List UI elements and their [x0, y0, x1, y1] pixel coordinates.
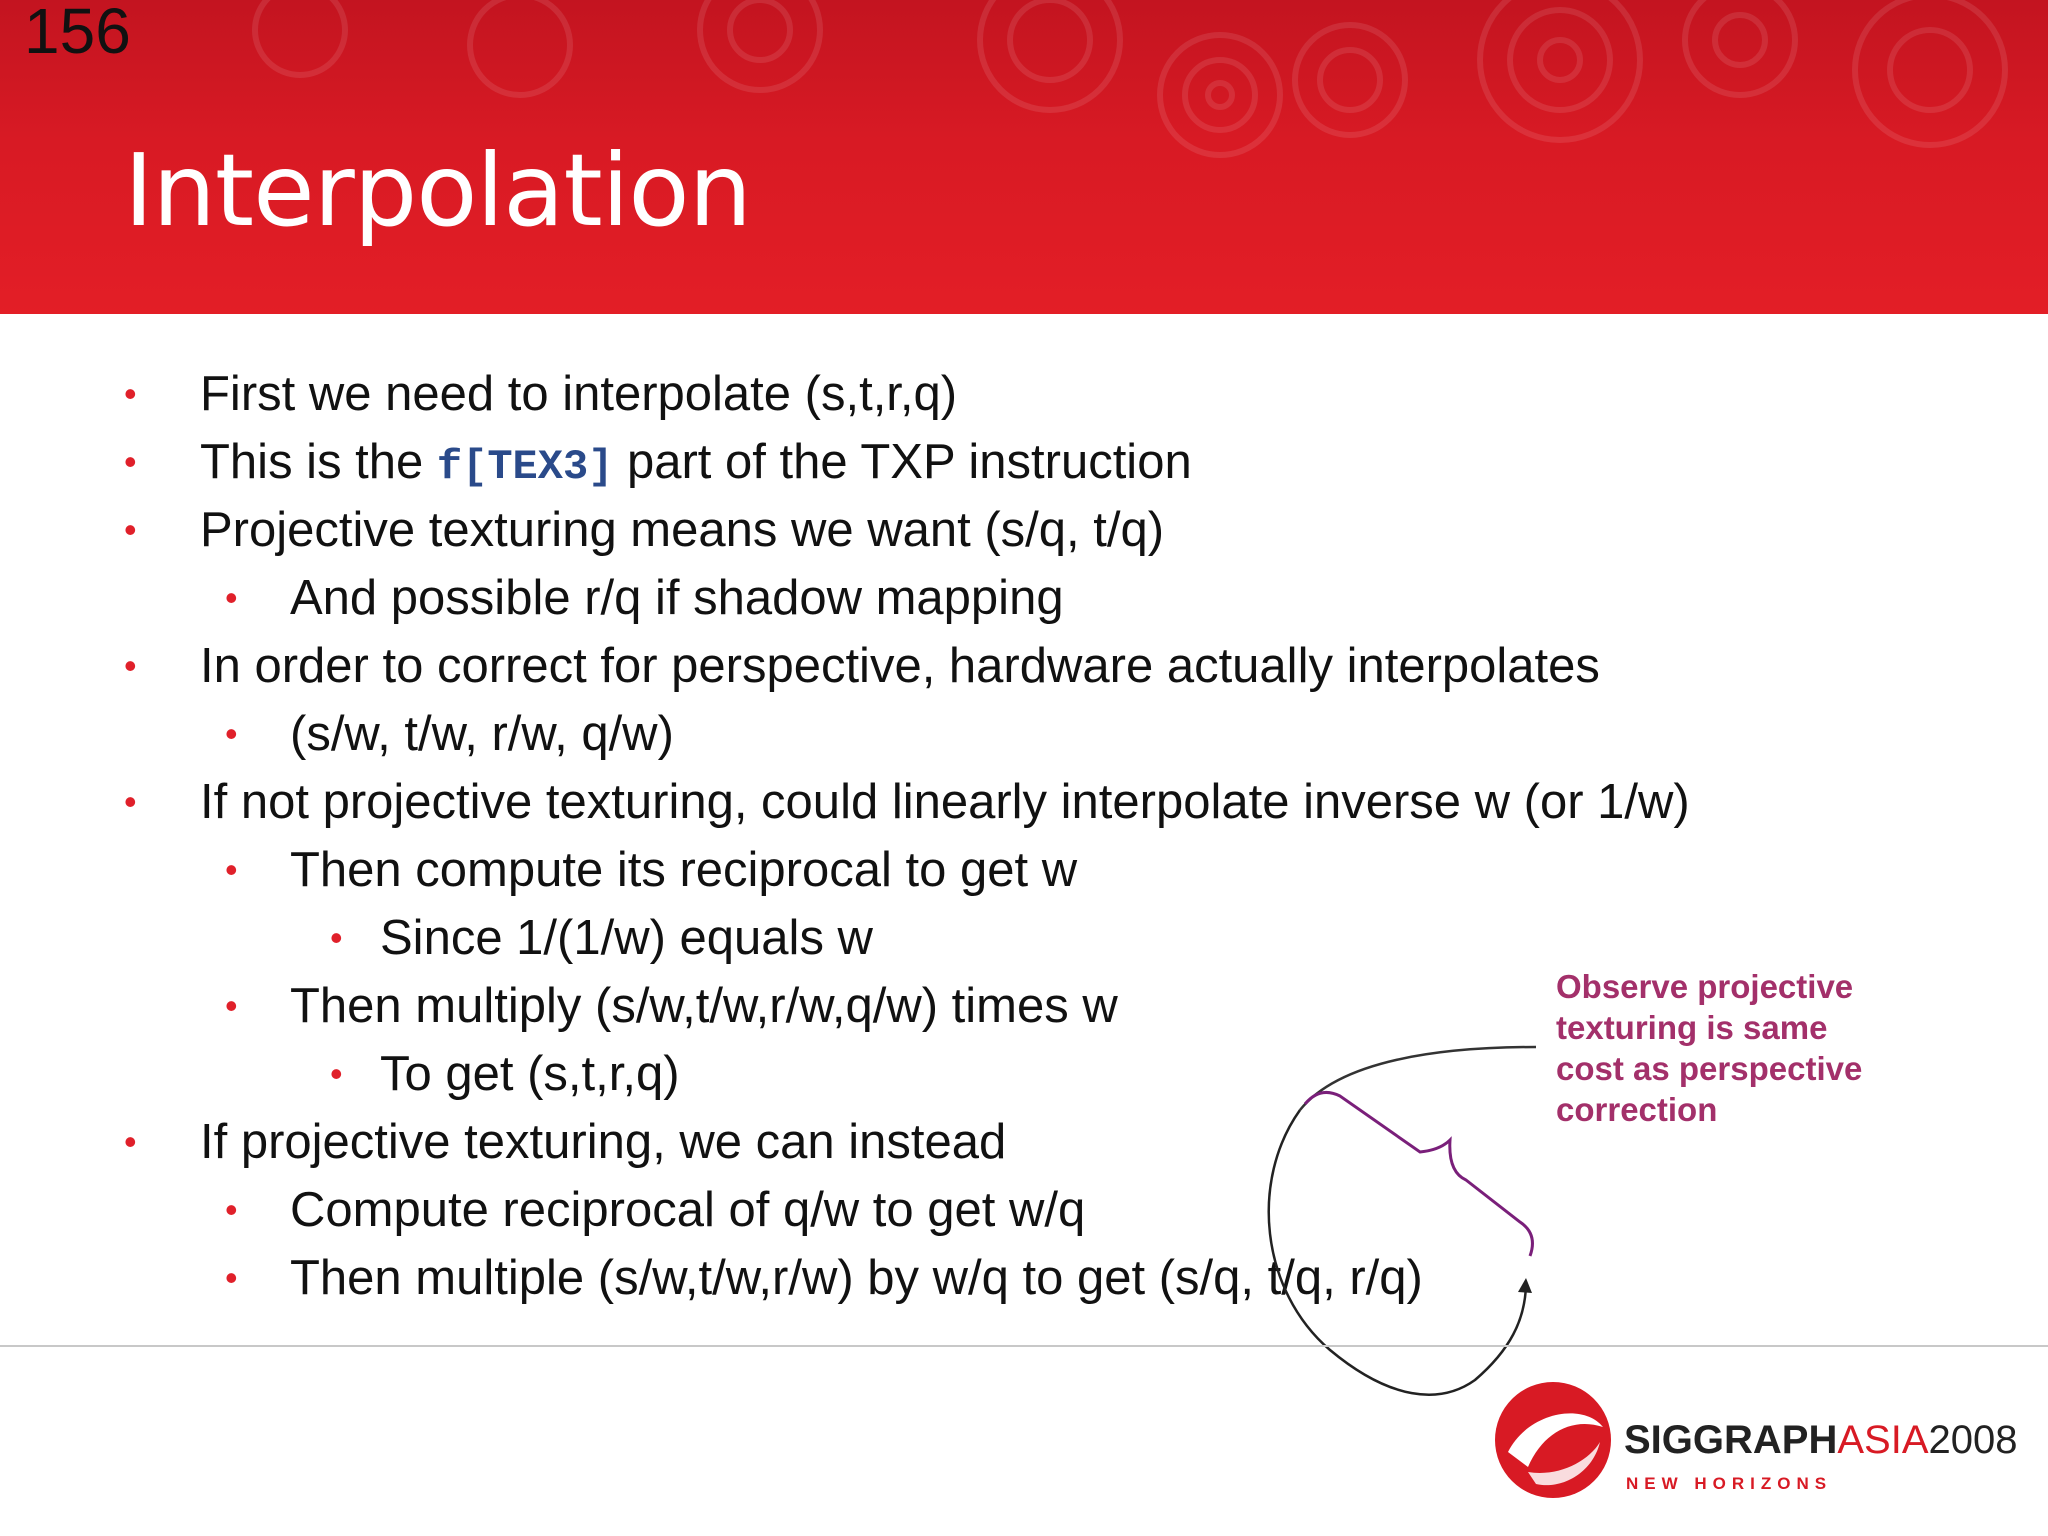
curly-brace	[1305, 1092, 1532, 1256]
callout-loop	[1269, 1110, 1526, 1395]
bullet-marker: •	[225, 1189, 238, 1230]
bullet-marker: •	[225, 985, 238, 1026]
bullet-marker: •	[225, 577, 238, 618]
bullet-text: And possible r/q if shadow mapping	[290, 571, 1064, 625]
arrow-head-icon	[1518, 1278, 1532, 1293]
bullet-marker: •	[225, 713, 238, 754]
siggraph-logo	[1488, 1372, 2018, 1522]
bullet-marker: •	[124, 645, 137, 686]
bullet-text: First we need to interpolate (s,t,r,q)	[200, 367, 958, 421]
logo-asia: ASIA	[1837, 1418, 1929, 1462]
bullet-text: Then multiple (s/w,t/w,r/w) by w/q to get (s/q, t/q, r/q)	[290, 1251, 1423, 1305]
logo-siggraph: SIGGRAPH	[1624, 1418, 1838, 1462]
code-snippet: f[TEX3]	[436, 443, 614, 491]
bullet-marker: •	[225, 1257, 238, 1298]
siggraph-swirl-icon	[1488, 1372, 1618, 1502]
annotation-note: Observe projective texturing is same cost as perspective correction	[1556, 968, 1863, 1128]
callout-leader-line	[1300, 1047, 1536, 1110]
bullet-marker: •	[124, 373, 137, 414]
bullet-text: Then compute its reciprocal to get w	[290, 843, 1078, 897]
logo-year: 2008	[1928, 1418, 2018, 1462]
slide-number: 156	[24, 0, 131, 67]
footer-divider	[0, 1345, 2048, 1347]
bullet-marker: •	[330, 917, 343, 958]
bullet-text: This is the	[200, 435, 437, 489]
bullet-marker: •	[124, 1121, 137, 1162]
bullet-text: To get (s,t,r,q)	[380, 1047, 680, 1101]
bullet-text: Since 1/(1/w) equals w	[380, 911, 873, 965]
bullet-text: Then multiply (s/w,t/w,r/w,q/w) times w	[290, 979, 1118, 1033]
slide-title: Interpolation	[124, 132, 751, 249]
bullet-text: part of the TXP instruction	[613, 435, 1192, 489]
bullet-marker: •	[225, 849, 238, 890]
bullet-text: In order to correct for perspective, hardware actually interpolates	[200, 639, 1600, 693]
logo-wordmark	[1624, 1418, 2018, 1463]
bullet-text: Compute reciprocal of q/w to get w/q	[290, 1183, 1086, 1237]
bullet-marker: •	[124, 509, 137, 550]
bullet-text: If projective texturing, we can instead	[200, 1115, 1007, 1169]
bullet-text: If not projective texturing, could linearly interpolate inverse w (or 1/w)	[200, 775, 1690, 829]
bullet-marker: •	[124, 781, 137, 822]
bullet-text: Projective texturing means we want (s/q, t/q)	[200, 503, 1165, 557]
bullet-marker: •	[330, 1053, 343, 1094]
bullet-marker: •	[124, 441, 137, 482]
bullet-text: (s/w, t/w, r/w, q/w)	[290, 707, 674, 761]
logo-tagline: NEW HORIZONS	[1626, 1474, 1833, 1493]
